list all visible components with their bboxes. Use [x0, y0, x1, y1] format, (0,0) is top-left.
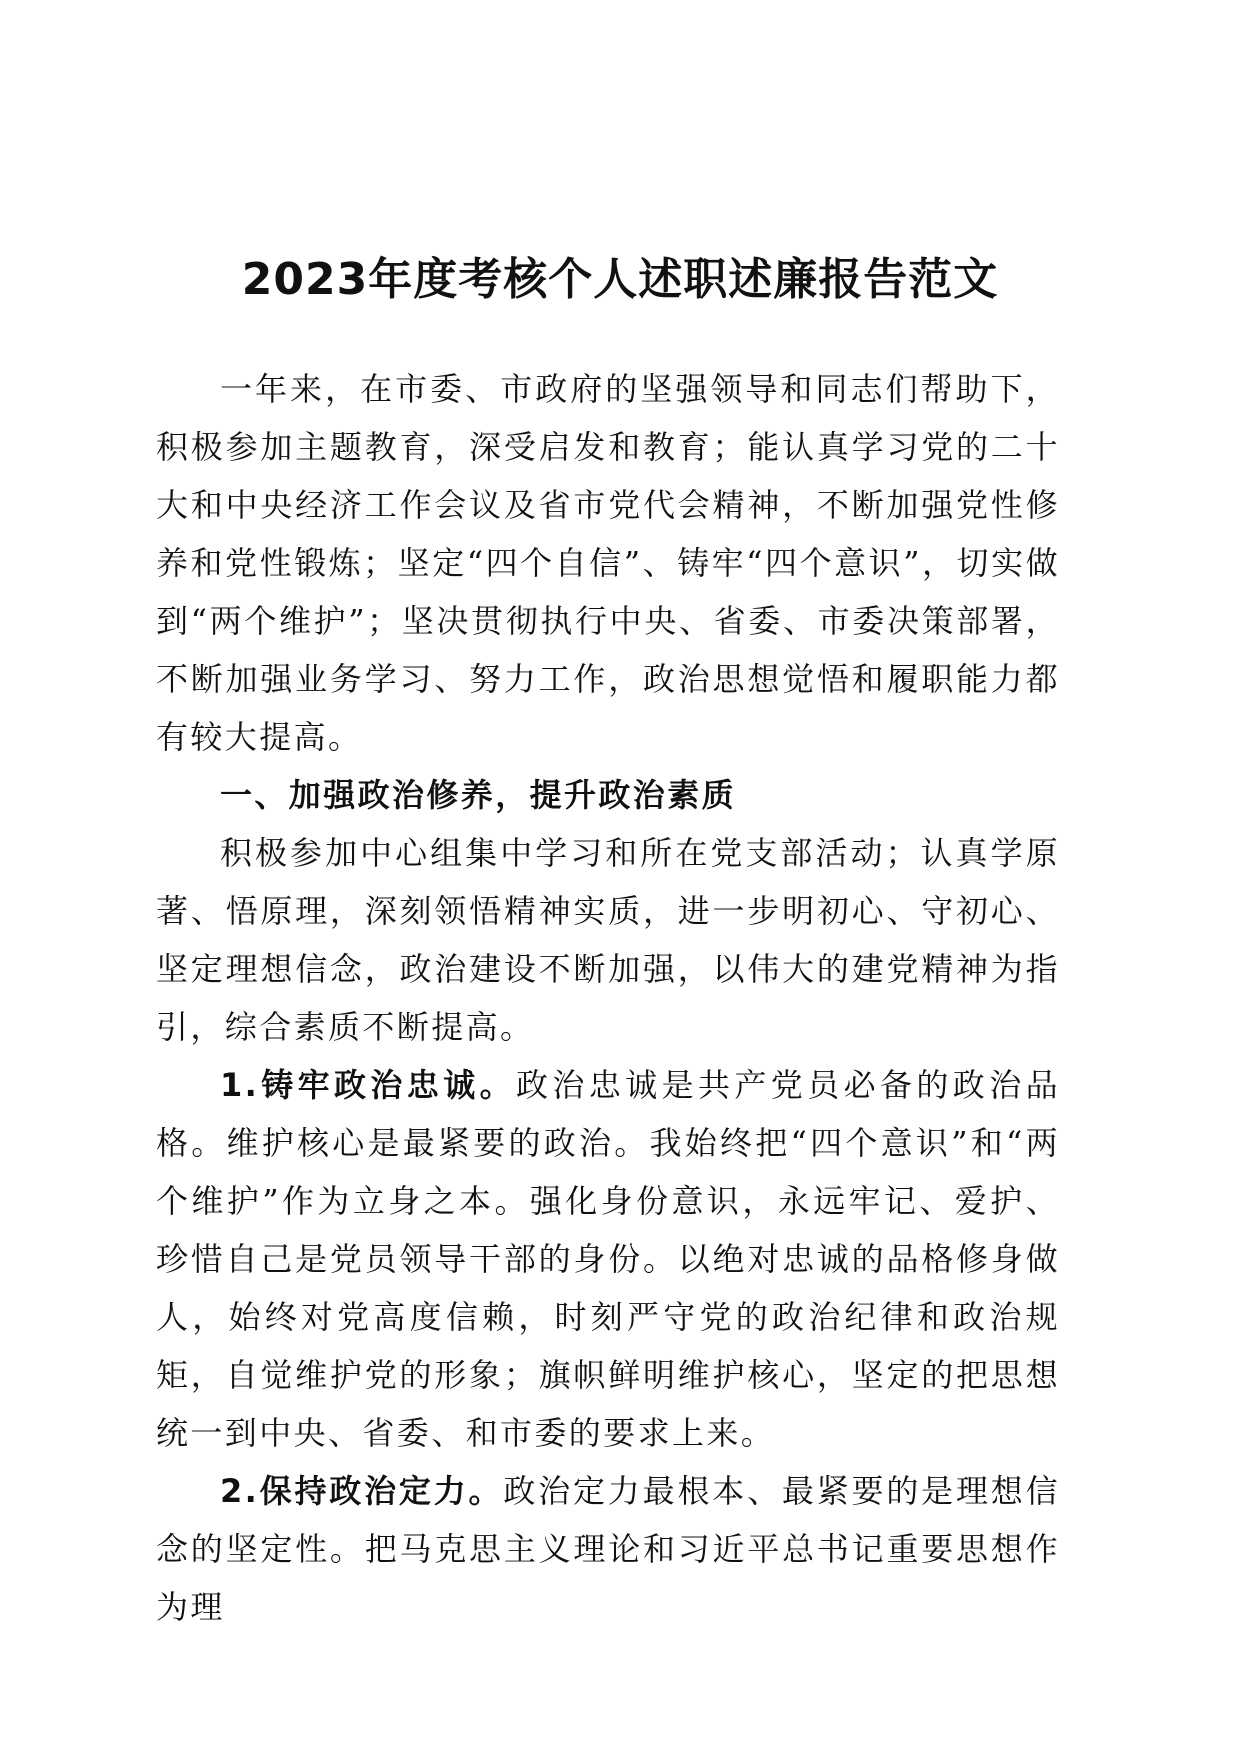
- section-paragraph: 积极参加中心组集中学习和所在党支部活动；认真学原著、悟原理，深刻领悟精神实质，进一步明初心、守初心、坚定理想信念，政治建设不断加强，以伟大的建党精神为指引，综合素质不断提高。: [156, 834, 1060, 1046]
- item-lead-1: 1.铸牢政治忠诚。: [220, 1066, 517, 1104]
- item-text-2: 政治定力最根本、最紧要的是理想信念的坚定性。把马克思主义理论和习近平总书记重要思想作为理: [156, 1472, 1060, 1626]
- item-paragraph-1: [156, 1056, 1060, 1462]
- item-lead-2: 2.保持政治定力。: [220, 1472, 504, 1510]
- section-heading: 一、加强政治修养，提升政治素质: [220, 776, 737, 814]
- document-title: 2023年度考核个人述职述廉报告范文: [241, 254, 999, 305]
- item-text-1: 政治忠诚是共产党员必备的政治品格。维护核心是最紧要的政治。我始终把“四个意识”和“两个维护”作为立身之本。强化身份意识，永远牢记、爱护、珍惜自己是党员领导干部的身份。以绝对忠诚的品格修身做人，始终对党高度信赖，时刻严守党的政治纪律和政治规矩，自觉维护党的形象；旗帜鲜明维护核心，坚定的把思想统一到中央、省委、和市委的要求上来。: [156, 1066, 1060, 1452]
- document-body: [156, 360, 1060, 1636]
- item-paragraph-2: [156, 1462, 1060, 1636]
- intro-paragraph: 一年来，在市委、市政府的坚强领导和同志们帮助下，积极参加主题教育，深受启发和教育；能认真学习党的二十大和中央经济工作会议及省市党代会精神，不断加强党性修养和党性锻炼；坚定“四个自信”、铸牢“四个意识”，切实做到“两个维护”；坚决贯彻执行中央、省委、市委决策部署，不断加强业务学习、努力工作，政治思想觉悟和履职能力都有较大提高。: [156, 370, 1060, 756]
